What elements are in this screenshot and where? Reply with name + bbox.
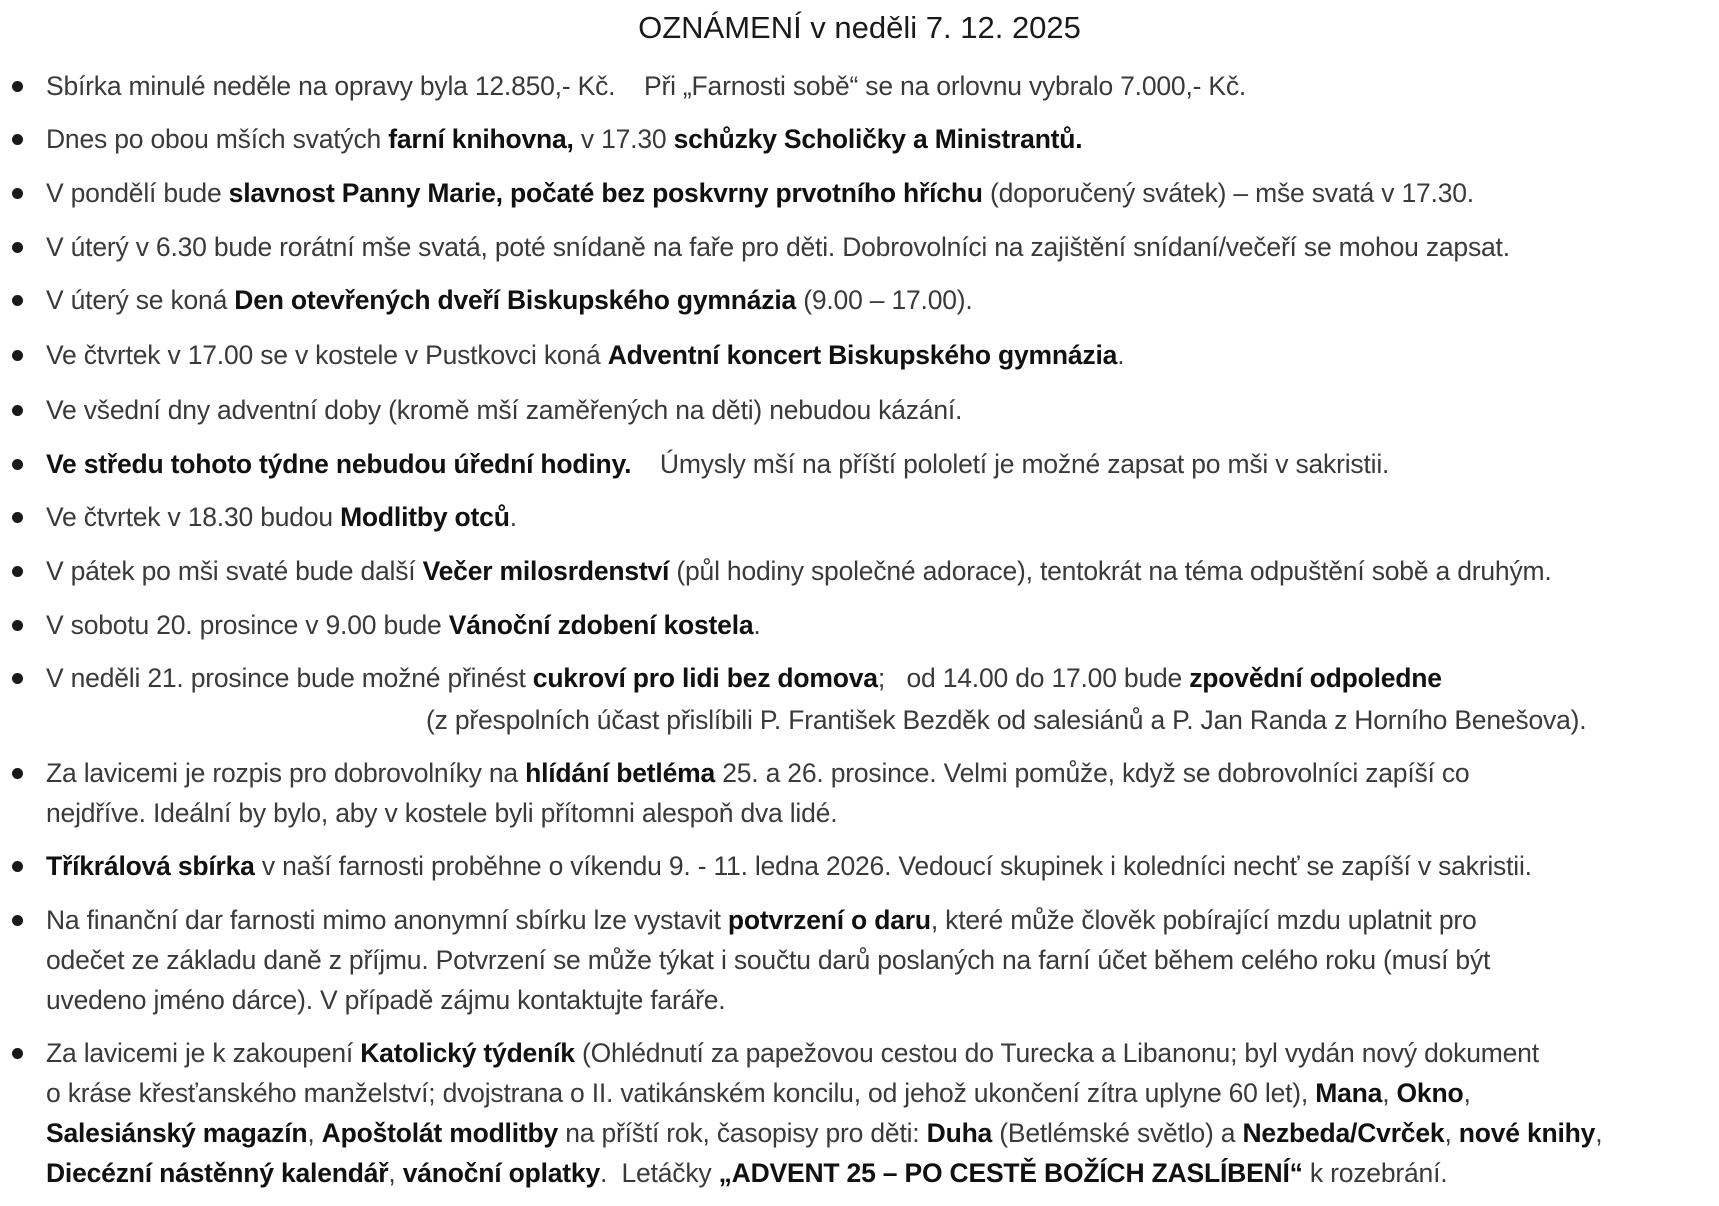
bullet-icon (12, 459, 23, 470)
bullet-icon (12, 188, 23, 199)
announcement-line (46, 662, 1442, 694)
bold-text: Apoštolát modlitby (321, 1118, 559, 1148)
text: (Ohlédnutí za papežovou cestou do Turecka a Libanonu; byl vydán nový dokument (574, 1038, 1539, 1068)
bold-text: Salesiánský magazín (46, 1118, 308, 1148)
announcement-line (46, 757, 1469, 789)
text: (9.00 – 17.00). (796, 285, 973, 315)
announcement-line (46, 797, 837, 829)
text: V pátek po mši svaté bude další (46, 556, 423, 586)
text: . (753, 610, 761, 640)
bold-text: Večer milosrdenství (422, 556, 670, 586)
text: V neděli 21. prosince bude možné přinést (46, 663, 533, 693)
bold-text: Katolický týdeník (360, 1038, 575, 1068)
announcement-line (46, 944, 1490, 976)
bullet-icon (12, 405, 23, 416)
text: , (307, 1118, 322, 1148)
bold-text: slavnost Panny Marie, počaté bez poskvrny prvotního hříchu (228, 178, 983, 208)
text: , (1444, 1118, 1459, 1148)
text: , (388, 1158, 403, 1188)
bold-text: Mana (1315, 1078, 1383, 1108)
text: Ve čtvrtek v 17.00 se v kostele v Pustkovci koná (46, 340, 608, 370)
bold-text: farní knihovna, (388, 124, 574, 154)
announcement-line (46, 501, 517, 533)
bullet-icon (12, 915, 23, 926)
bullet-icon (12, 768, 23, 779)
bold-text: Duha (926, 1118, 993, 1148)
bold-text: schůzky Scholičky a Ministrantů. (673, 124, 1083, 154)
announcement-line (46, 1157, 1447, 1189)
text: Ve čtvrtek v 18.30 budou (46, 502, 341, 532)
text: Úmysly mší na příští pololetí je možné zapsat po mši v sakristii. (631, 449, 1390, 479)
text: Na finanční dar farnosti mimo anonymní sbírku lze vystavit (46, 905, 728, 935)
text: nejdříve. Ideální by bylo, aby v kostele byli přítomni alespoň dva lidé. (46, 798, 838, 828)
announcement-line (46, 1037, 1539, 1069)
page-title: OZNÁMENÍ v neděli 7. 12. 2025 (638, 10, 1081, 45)
announcement-line (46, 850, 1532, 882)
bullet-icon (12, 134, 23, 145)
text: (Betlémské světlo) a (992, 1118, 1243, 1148)
bold-text: Tříkrálová sbírka (46, 851, 255, 881)
bold-text: Okno (1396, 1078, 1464, 1108)
announcement-line (46, 231, 1510, 263)
bold-text: Diecézní nástěnný kalendář (46, 1158, 389, 1188)
announcement-line (46, 984, 725, 1016)
bullet-icon (12, 673, 23, 684)
announcement-line (46, 177, 1474, 209)
bold-text: nové knihy (1458, 1118, 1596, 1148)
text: odečet ze základu daně z příjmu. Potvrzení se může týkat i součtu darů poslaných na farní účet během celého roku (musí být (46, 945, 1491, 975)
bullet-icon (12, 1048, 23, 1059)
text: v naší farnosti proběhne o víkendu 9. - 11. ledna 2026. Vedoucí skupinek i koledníci nechť se zapíší v sakristii. (254, 851, 1532, 881)
text: Za lavicemi je rozpis pro dobrovolníky na (46, 758, 526, 788)
announcement-line (46, 555, 1552, 587)
bullet-icon (12, 566, 23, 577)
text: (doporučený svátek) – mše svatá v 17.30. (982, 178, 1474, 208)
text: ; od 14.00 do 17.00 bude (877, 663, 1190, 693)
text: o kráse křesťanského manželství; dvojstrana o II. vatikánském koncilu, od jehož ukončení zítra uplyne 60 let), (46, 1078, 1316, 1108)
text: . Letáčky (600, 1158, 719, 1188)
text: V úterý se koná (46, 285, 235, 315)
text: . (1117, 340, 1125, 370)
announcement-line (46, 394, 962, 426)
bullet-icon (12, 861, 23, 872)
text: Dnes po obou mších svatých (46, 124, 389, 154)
bold-text: zpovědní odpoledne (1189, 663, 1442, 693)
bullet-icon (12, 242, 23, 253)
bullet-icon (12, 512, 23, 523)
announcement-line (426, 704, 1586, 736)
text: , (1595, 1118, 1603, 1148)
announcement-line (46, 1077, 1471, 1109)
bullet-icon (12, 295, 23, 306)
bullet-icon (12, 350, 23, 361)
bold-text: hlídání betléma (525, 758, 716, 788)
text: v 17.30 (573, 124, 674, 154)
bold-text: cukroví pro lidi bez domova (532, 663, 878, 693)
bold-text: Den otevřených dveří Biskupského gymnázia (234, 285, 797, 315)
announcement-line (46, 339, 1124, 371)
text: . (509, 502, 517, 532)
text: k rozebrání. (1302, 1158, 1448, 1188)
text: uvedeno jméno dárce). V případě zájmu kontaktujte faráře. (46, 985, 726, 1015)
bold-text: vánoční oplatky (402, 1158, 600, 1188)
text: V úterý v 6.30 bude rorátní mše svatá, poté snídaně na faře pro děti. Dobrovolníci na zajištění snídaní/večeří se mohou zapsat. (46, 232, 1510, 262)
bullet-icon (12, 620, 23, 631)
announcement-line (46, 284, 973, 316)
text: 25. a 26. prosince. Velmi pomůže, když se dobrovolníci zapíší co (715, 758, 1470, 788)
text: V pondělí bude (46, 178, 229, 208)
bold-text: Modlitby otců (340, 502, 510, 532)
text: , které může člověk pobírající mzdu uplatnit pro (930, 905, 1477, 935)
text: (půl hodiny společné adorace), tentokrát na téma odpuštění sobě a druhým. (669, 556, 1552, 586)
text: , (1463, 1078, 1471, 1108)
bold-text: Adventní koncert Biskupského gymnázia (607, 340, 1118, 370)
announcement-line (46, 904, 1477, 936)
bullet-icon (12, 81, 23, 92)
announcement-line (46, 1117, 1602, 1149)
bold-text: „ADVENT 25 – PO CESTĚ BOŽÍCH ZASLÍBENÍ“ (718, 1158, 1303, 1188)
bold-text: Ve středu tohoto týdne nebudou úřední hodiny. (46, 449, 632, 479)
announcement-line (46, 123, 1082, 155)
text: , (1382, 1078, 1397, 1108)
announcement-line (46, 448, 1389, 480)
bold-text: potvrzení o daru (727, 905, 931, 935)
announcement-line (46, 70, 1246, 102)
text: (z přespolních účast přislíbili P. František Bezděk od salesiánů a P. Jan Randa z Horního Benešova). (426, 705, 1587, 735)
bold-text: Vánoční zdobení kostela (448, 610, 754, 640)
text: Sbírka minulé neděle na opravy byla 12.850,- Kč. Při „Farnosti sobě“ se na orlovnu vybralo 7.000,- Kč. (46, 71, 1247, 101)
bold-text: Nezbeda/Cvrček (1242, 1118, 1445, 1148)
text: na příští rok, časopisy pro děti: (558, 1118, 927, 1148)
announcement-line (46, 609, 761, 641)
text: Ve všední dny adventní doby (kromě mší zaměřených na děti) nebudou kázání. (46, 395, 963, 425)
text: Za lavicemi je k zakoupení (46, 1038, 361, 1068)
text: V sobotu 20. prosince v 9.00 bude (46, 610, 449, 640)
